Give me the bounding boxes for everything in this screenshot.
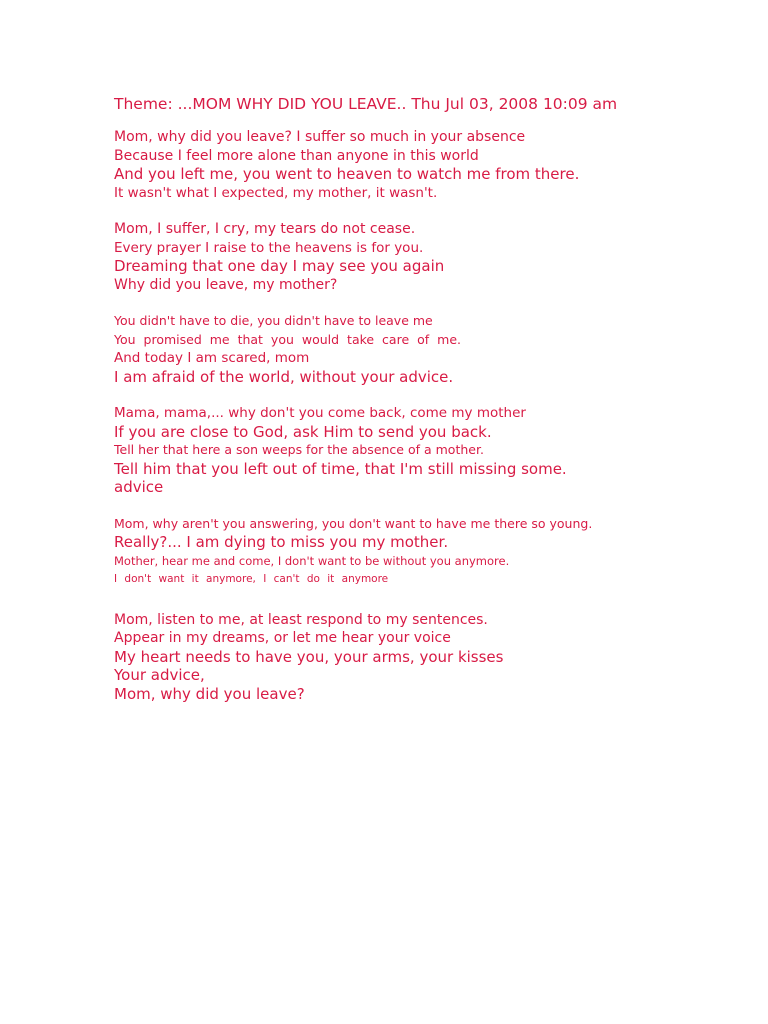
poem-line: Every prayer I raise to the heavens is for you. — [114, 239, 424, 256]
poem-line: I am afraid of the world, without your advice. — [114, 367, 454, 386]
poem-line: My heart needs to have you, your arms, your kisses — [114, 647, 504, 666]
poem-line: And you left me, you went to heaven to watch me from there. — [114, 165, 580, 183]
poem-line: If you are close to God, ask Him to send you back. — [114, 422, 492, 441]
poem-line: I don't want it anymore, I can't do it anymore — [114, 573, 389, 585]
post-title: Theme: ...MOM WHY DID YOU LEAVE.. Thu Jul 03, 2008 10:09 am — [114, 95, 618, 113]
poem-line: Your advice, — [114, 666, 205, 684]
poem-page — [114, 94, 754, 703]
stanza-6 — [114, 611, 754, 704]
poem-line: Mom, why did you leave? — [114, 684, 305, 703]
poem-line: Tell him that you left out of time, that I'm still missing some. advice — [114, 459, 567, 496]
poem-line: You didn't have to die, you didn't have to leave me — [114, 313, 433, 328]
poem-line: And today I am scared, mom — [114, 350, 310, 366]
poem-line: Mom, why aren't you answering, you don't want to have me there so young. — [114, 515, 593, 531]
poem-line: You promised me that you would take care of me. — [114, 331, 461, 347]
poem-line: It wasn't what I expected, my mother, it wasn't. — [114, 184, 438, 201]
poem-line: Mom, I suffer, I cry, my tears do not cease. — [114, 221, 416, 237]
stanza-4 — [114, 404, 754, 497]
poem-line: Tell her that here a son weeps for the absence of a mother. — [114, 442, 484, 457]
poem-line: Mama, mama,... why don't you come back, come my mother — [114, 405, 526, 421]
poem-line: Dreaming that one day I may see you again — [114, 257, 445, 275]
stanza-2 — [114, 220, 754, 294]
poem-line: Mother, hear me and come, I don't want to be without you anymore. — [114, 553, 510, 568]
poem-line: Really?... I am dying to miss you my mother. — [114, 533, 449, 551]
stanza-3 — [114, 312, 754, 386]
poem-line: Why did you leave, my mother? — [114, 276, 338, 293]
stanza-5 — [114, 515, 754, 589]
poem-line: Appear in my dreams, or let me hear your voice — [114, 630, 451, 646]
poem-line: Mom, listen to me, at least respond to my sentences. — [114, 611, 488, 628]
poem-line: Because I feel more alone than anyone in this world — [114, 147, 479, 164]
stanza-1 — [114, 128, 754, 202]
poem-line: Mom, why did you leave? I suffer so much in your absence — [114, 129, 526, 145]
